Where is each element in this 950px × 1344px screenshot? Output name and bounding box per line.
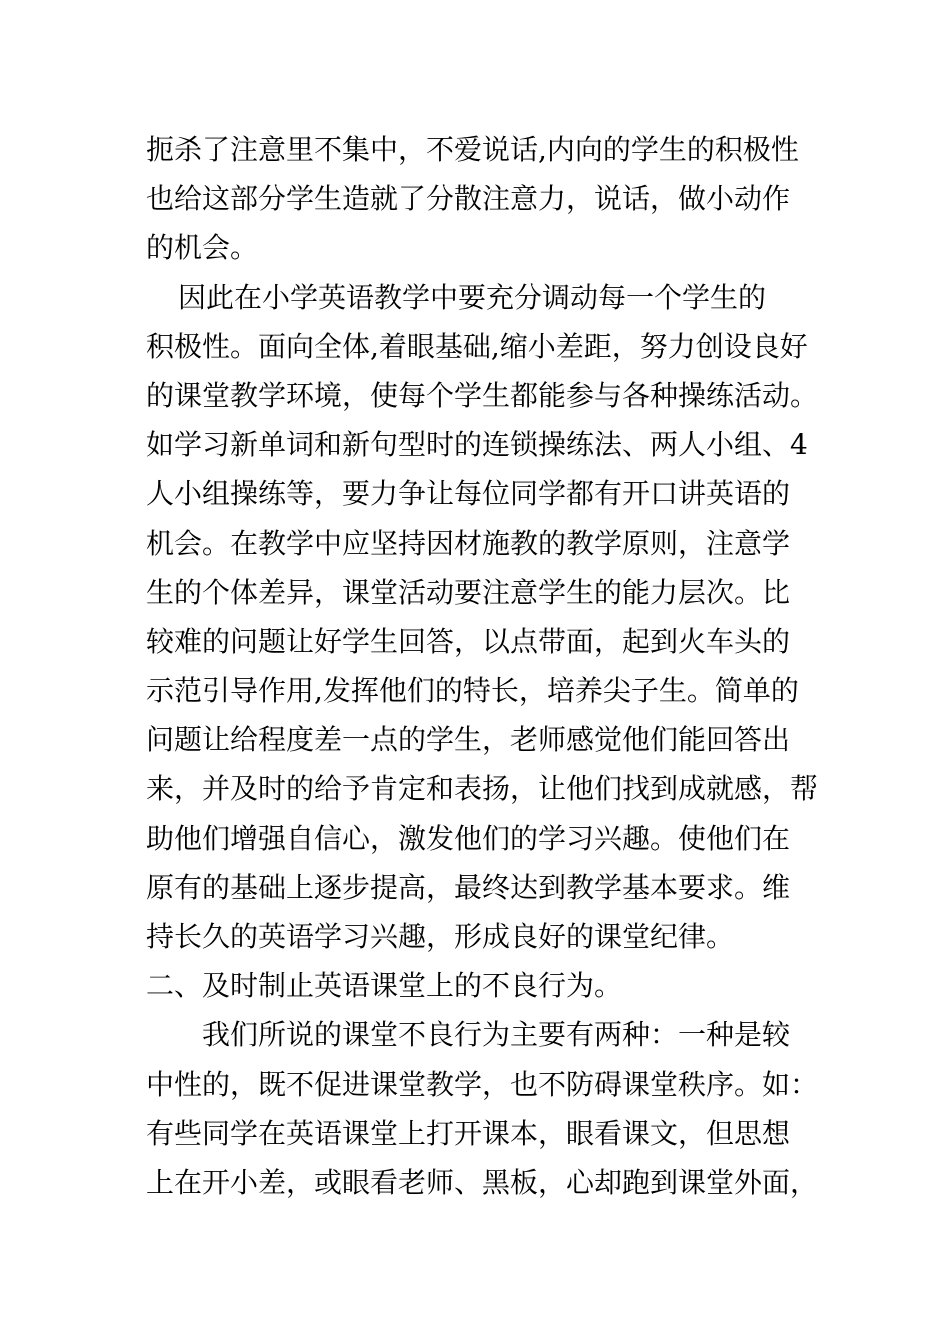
section-heading: 二、及时制止英语课堂上的不良行为。 (146, 969, 623, 1003)
text-line: 中性的，既不促进课堂教学，也不防碍课堂秩序。如： (146, 1067, 819, 1101)
text-line: 持长久的英语学习兴趣，形成良好的课堂纪律。 (146, 920, 735, 953)
paragraph-first-line: 我们所说的课堂不良行为主要有两种：一种是较 (202, 1018, 791, 1052)
text-line: 来，并及时的给予肯定和表扬，让他们找到成就感，帮 (146, 772, 819, 806)
text-line: 机会。在教学中应坚持因材施教的教学原则，注意学 (146, 526, 791, 560)
text-line: 如学习新单词和新句型时的连锁操练法、两人小组、4 (146, 428, 808, 462)
text-line: 也给这部分学生造就了分散注意力，说话，做小动作 (146, 182, 791, 216)
text-line: 扼杀了注意里不集中，不爱说话,内向的学生的积极性 (146, 133, 799, 166)
body-text (146, 125, 826, 1207)
paragraph-first-line: 因此在小学英语教学中要充分调动每一个学生的 (178, 280, 767, 314)
text-line: 助他们增强自信心，激发他们的学习兴趣。使他们在 (146, 821, 791, 855)
text-line: 生的个体差异，课堂活动要注意学生的能力层次。比 (146, 575, 791, 609)
text-line: 上在开小差，或眼看老师、黑板，心却跑到课堂外面， (146, 1165, 819, 1199)
text-line: 的课堂教学环境，使每个学生都能参与各种操练活动。 (146, 378, 819, 412)
text-line: 有些同学在英语课堂上打开课本，眼看课文，但思想 (146, 1116, 791, 1150)
text-line: 示范引导作用,发挥他们的特长，培养尖子生。简单的 (146, 674, 799, 708)
text-line: 人小组操练等，要力争让每位同学都有开口讲英语的 (146, 477, 791, 511)
text-line: 原有的基础上逐步提高，最终达到教学基本要求。维 (146, 870, 791, 904)
text-line: 的机会。 (146, 231, 259, 265)
text-line: 问题让给程度差一点的学生，老师感觉他们能回答出 (146, 723, 791, 757)
text-line: 较难的问题让好学生回答，以点带面，起到火车头的 (146, 624, 791, 658)
text-line: 积极性。面向全体,着眼基础,缩小差距，努力创设良好 (146, 329, 808, 363)
